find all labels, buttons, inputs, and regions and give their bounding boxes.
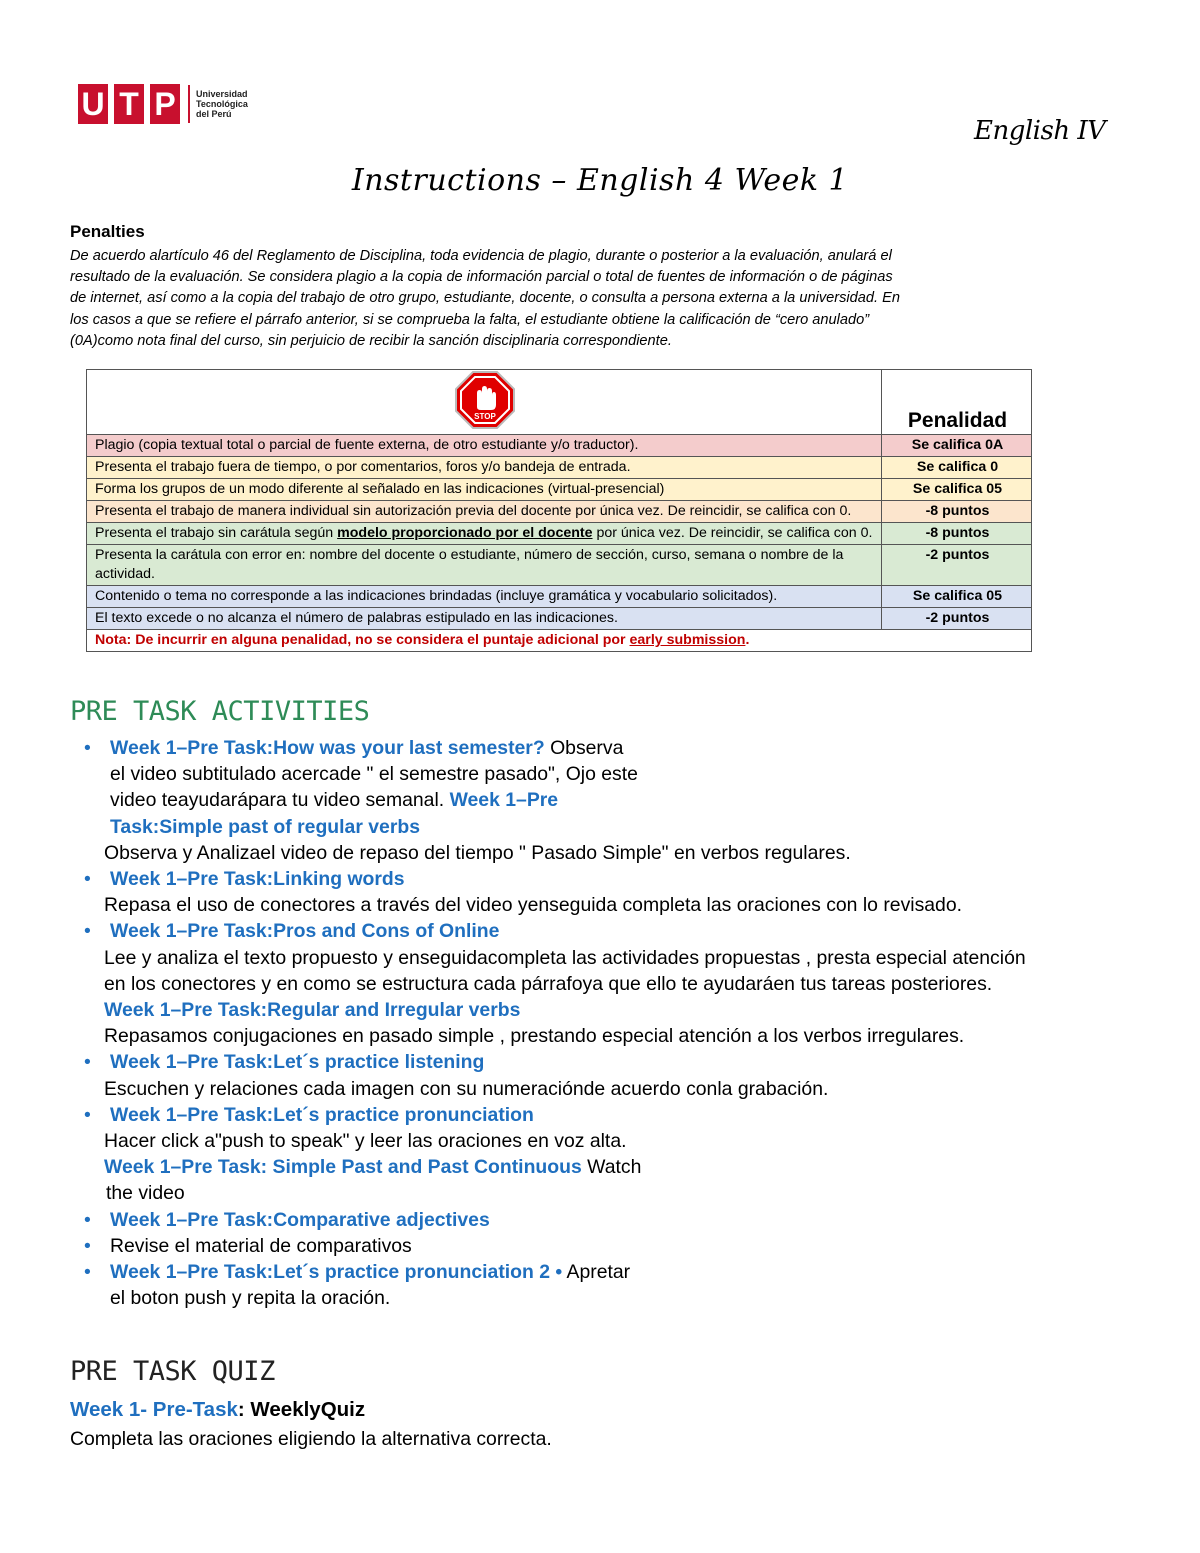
table-note-row: [87, 630, 1032, 652]
activity-link[interactable]: Task:Simple past of regular verbs: [110, 815, 420, 838]
activity-desc: Watch: [581, 1156, 642, 1179]
list-item: [84, 1259, 1164, 1285]
note-early-submission: early submission: [629, 632, 746, 648]
table-cell-penalty: -2 puntos: [882, 545, 1032, 586]
activity-desc: Observa y Analizael video de repaso del tiempo " Pasado Simple" en verbos regulares.: [104, 841, 851, 864]
table-row: [87, 435, 1032, 457]
table-cell-description: Presenta el trabajo de manera individual sin autorización previa del docente por única vez. De reincidir, se califica con 0.: [87, 501, 882, 523]
table-cell-description: Presenta el trabajo fuera de tiempo, o por comentarios, foros y/o bandeja de entrada.: [87, 457, 882, 479]
note-text-end: .: [745, 632, 750, 648]
table-cell-penalty: Se califica 0A: [882, 435, 1032, 457]
table-cell-penalty: -8 puntos: [882, 523, 1032, 545]
quiz-link[interactable]: Week 1- Pre-Task: [70, 1398, 238, 1421]
stop-cell: [87, 370, 882, 435]
list-item: [84, 1233, 1164, 1259]
table-row: [87, 523, 1032, 545]
quiz-title: [70, 1398, 365, 1422]
logo-text: [196, 89, 266, 119]
table-row: [87, 457, 1032, 479]
list-item: [84, 866, 1164, 892]
activity-link[interactable]: Week 1–Pre Task:Linking words: [110, 868, 405, 891]
activity-line: [84, 1154, 1164, 1180]
table-cell-description: Presenta la carátula con error en: nombre del docente o estudiante, número de sección, curso, semana o nombre de la actividad.: [87, 545, 882, 586]
table-cell-penalty: Se califica 05: [882, 586, 1032, 608]
pre-task-quiz-heading: PRE TASK QUIZ: [70, 1356, 275, 1387]
logo-divider: [188, 85, 190, 123]
row-text-part: Presenta el trabajo sin carátula según: [95, 525, 338, 541]
penalties-line: De acuerdo alartículo 46 del Reglamento de Disciplina, toda evidencia de plagio, durante o posterior a la evaluación, anulará el: [70, 248, 892, 264]
logo-letter-p: P: [150, 84, 180, 124]
penalties-line: los casos a que se refiere el párrafo anterior, si se comprueba la falta, el estudiante obtiene la calificación de “cero anulado”: [70, 311, 870, 328]
table-cell-description: Contenido o tema no corresponde a las indicaciones brindadas (incluye gramática y vocabulario solicitados).: [87, 586, 882, 608]
list-item: [84, 735, 1164, 761]
bullet: •: [84, 1234, 91, 1257]
activity-desc: Apretar: [562, 1261, 631, 1284]
course-label: English IV: [974, 116, 1106, 146]
logo-letter-u: U: [78, 84, 108, 124]
table-cell-description: El texto excede o no alcanza el número de palabras estipulado en las indicaciones.: [87, 608, 882, 630]
table-row: [87, 586, 1032, 608]
bullet: •: [84, 1103, 91, 1126]
list-item: [84, 1207, 1164, 1233]
activity-link[interactable]: Week 1–Pre Task:Let´s practice pronunciation: [110, 1103, 534, 1126]
table-header-row: [87, 370, 1032, 435]
penalty-column-header: Penalidad: [882, 370, 1032, 435]
bullet: •: [84, 868, 91, 891]
list-item: [84, 1049, 1164, 1075]
activity-desc-line: [84, 787, 1164, 813]
activity-desc: Repasa el uso de conectores a través del video yenseguida completa las oraciones con lo revisado.: [104, 894, 963, 917]
activity-desc: Hacer click a"push to speak" y leer las oraciones en voz alta.: [104, 1130, 627, 1153]
activity-link[interactable]: Week 1–Pre Task:Let´s practice pronunciation 2: [110, 1261, 551, 1284]
note-text: Nota: De incurrir en alguna penalidad, no se considera el puntaje adicional por: [95, 632, 630, 648]
activity-desc: the video: [106, 1182, 185, 1205]
quiz-desc: Completa las oraciones eligiendo la alternativa correcta.: [70, 1428, 552, 1450]
model-link-text: modelo proporcionado por el docente: [337, 525, 593, 541]
penalty-table: [86, 369, 1032, 652]
activity-desc: Observa: [544, 737, 624, 759]
penalties-line: de internet, así como a la copia del trabajo de otro grupo, estudiante, docente, o consulta a persona externa a la universidad. En: [70, 290, 900, 307]
table-cell-penalty: Se califica 0: [882, 457, 1032, 479]
utp-logo: [78, 84, 266, 124]
table-row: [87, 608, 1032, 630]
activity-link[interactable]: Week 1–Pre Task:Regular and Irregular verbs: [104, 999, 521, 1022]
logo-text-line: Tecnológica: [196, 99, 248, 109]
table-row: [87, 479, 1032, 501]
penalties-line: resultado de la evaluación. Se considera plagio a la copia de información parcial o total de fuentes de información o de páginas: [70, 269, 893, 286]
table-cell-penalty: Se califica 05: [882, 479, 1032, 501]
table-cell-penalty: -2 puntos: [882, 608, 1032, 630]
activity-desc: el boton push y repita la oración.: [110, 1287, 391, 1310]
page-title: Instructions – English 4 Week 1: [351, 163, 849, 198]
penalties-paragraph: [70, 246, 1090, 352]
activity-link[interactable]: Week 1–Pre: [449, 789, 559, 812]
logo-text-line: del Perú: [196, 109, 232, 119]
list-item: [84, 918, 1164, 944]
logo-letter-t: T: [114, 84, 144, 124]
activity-desc: video teayudarápara tu video semanal.: [110, 789, 450, 812]
activity-link[interactable]: Week 1–Pre Task:Comparative adjectives: [110, 1208, 490, 1231]
table-row: [87, 501, 1032, 523]
activity-desc: el video subtitulado acercade " el semestre pasado", Ojo este: [110, 763, 638, 786]
bullet: •: [84, 920, 91, 943]
activity-link[interactable]: Week 1–Pre Task:Pros and Cons of Online: [110, 920, 500, 943]
activity-desc: en los conectores y en como se estructura cada párrafoya que ello te ayudaráen tus tareas posteriores.: [104, 972, 993, 995]
logo-text-line: Universidad: [196, 89, 248, 99]
list-item: [84, 1102, 1164, 1128]
table-cell-description: [87, 523, 882, 545]
activity-link[interactable]: Week 1–Pre Task: Simple Past and Past Continuous: [104, 1156, 582, 1179]
bullet: •: [84, 737, 91, 759]
table-note: [87, 630, 1032, 652]
quiz-title-text: : WeeklyQuiz: [237, 1398, 366, 1421]
pre-task-activities-heading: PRE TASK ACTIVITIES: [70, 696, 370, 727]
activity-link[interactable]: Week 1–Pre Task:Let´s practice listening: [110, 1051, 485, 1074]
bullet: •: [84, 1208, 91, 1231]
table-row: [87, 545, 1032, 586]
table-cell-penalty: -8 puntos: [882, 501, 1032, 523]
bullet: •: [550, 1261, 563, 1284]
table-cell-description: Forma los grupos de un modo diferente al señalado en las indicaciones (virtual-presencial): [87, 479, 882, 501]
penalties-heading: Penalties: [70, 222, 145, 241]
table-cell-description: Plagio (copia textual total o parcial de fuente externa, de otro estudiante y/o traductor).: [87, 435, 882, 457]
activity-link[interactable]: Week 1–Pre Task:How was your last semester?: [110, 737, 545, 759]
stop-sign-icon: [455, 371, 515, 429]
activity-desc: Escuchen y relaciones cada imagen con su numeracióndе acuerdo conla grabación.: [104, 1077, 829, 1100]
activities-list: [84, 735, 1164, 1311]
activity-desc: Repasamos conjugaciones en pasado simple , prestando especial atención a los verbos irregulares.: [104, 1025, 965, 1048]
activity-desc: Revise el material de comparativos: [110, 1234, 412, 1257]
penalties-line: (0A)como nota final del curso, sin perjuicio de recibir la sanción disciplinaria correspondiente.: [70, 332, 672, 349]
stop-label: STOP: [474, 412, 496, 421]
row-text-part: por única vez. De reincidir, se califica con 0.: [592, 525, 873, 541]
bullet: •: [84, 1261, 91, 1284]
activity-desc: Lee y analiza el texto propuesto y enseguidacompleta las actividades propuestas , presta especial atención: [104, 946, 1026, 969]
bullet: •: [84, 1051, 91, 1074]
